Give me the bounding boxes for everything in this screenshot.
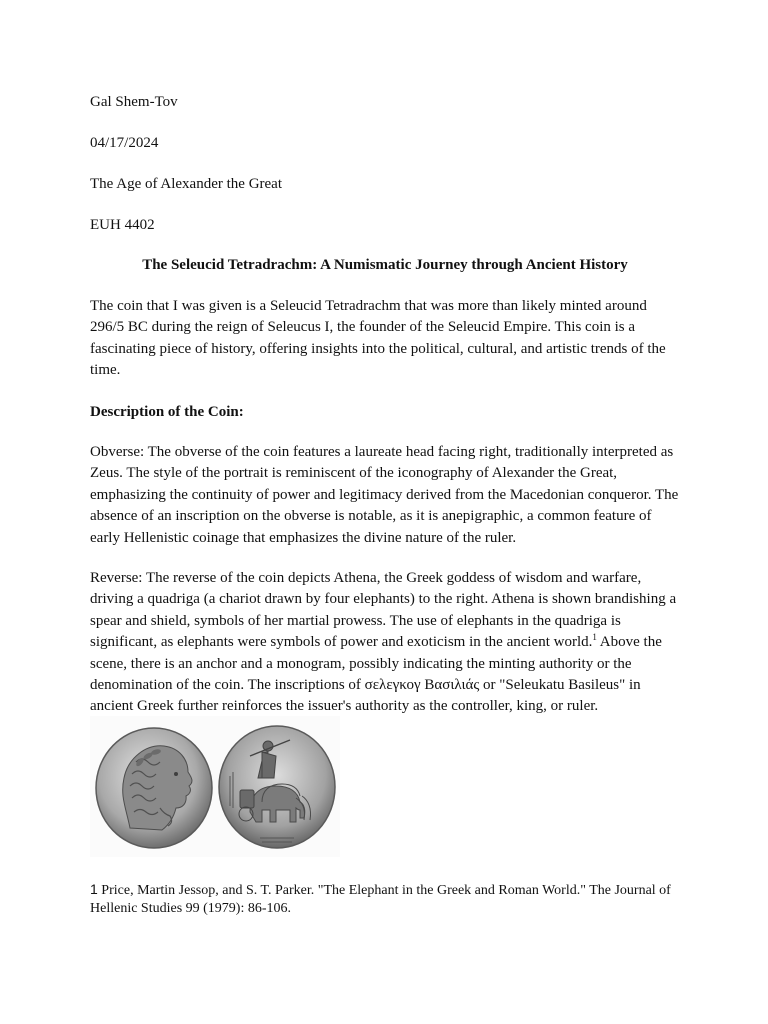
- date: 04/17/2024: [90, 135, 159, 151]
- author-name: Gal Shem-Tov: [90, 94, 178, 110]
- obverse-coin: [96, 728, 212, 848]
- reverse-text-part1: Reverse: The reverse of the coin depicts Athena, the Greek goddess of wisdom and warfare, driving a quadriga (a chariot drawn by four elephants) to the right. Athena is shown brandishing a spear and shield, symbols of her martial prowess. The use of elephants in the quadriga is significant, as elephants were symbols of power and exoticism in the ancient world.: [90, 570, 677, 651]
- description-heading: Description of the Coin:: [90, 404, 244, 420]
- document-title: The Seleucid Tetradrachm: A Numismatic Journey through Ancient History: [142, 257, 628, 273]
- intro-paragraph: The coin that I was given is a Seleucid Tetradrachm that was more than likely minted around 296/5 BC during the reign of Seleucus I, the founder of the Seleucid Empire. This coin is a fascinating piece of history, offering insights into the political, cultural, and artistic trends of the time.: [90, 298, 666, 379]
- course-code: EUH 4402: [90, 217, 155, 233]
- coin-image: [90, 716, 340, 857]
- footnote-reference: 1: [592, 632, 597, 643]
- reverse-text-part2: Above the scene, there is an anchor and a monogram, possibly indicating the minting authority or the denomination of the coin. The inscriptions of σελεγκογ Βασιλιάς or "Seleukatu Basileus" in ancient Greek further reinforces the issuer's authority as the controller, king, or ruler.: [90, 634, 662, 715]
- reverse-paragraph: [90, 568, 680, 718]
- reverse-coin: [219, 726, 335, 848]
- footnote-text: Price, Martin Jessop, and S. T. Parker. "The Elephant in the Greek and Roman World." The Journal of Hellenic Studies 99 (1979): 86-106.: [90, 883, 671, 916]
- course-title: The Age of Alexander the Great: [90, 176, 283, 192]
- footnote-number: 1: [90, 881, 98, 897]
- coin-illustration: [90, 716, 340, 857]
- footnote: [90, 880, 690, 918]
- obverse-paragraph: Obverse: The obverse of the coin features a laureate head facing right, traditionally interpreted as Zeus. The style of the portrait is reminiscent of the iconography of Alexander the Great, emphasizing the continuity of power and legitimacy derived from the Macedonian conqueror. The absence of an inscription on the obverse is notable, as it is anepigraphic, a common feature of early Hellenistic coinage that emphasizes the divine nature of the ruler.: [90, 444, 679, 546]
